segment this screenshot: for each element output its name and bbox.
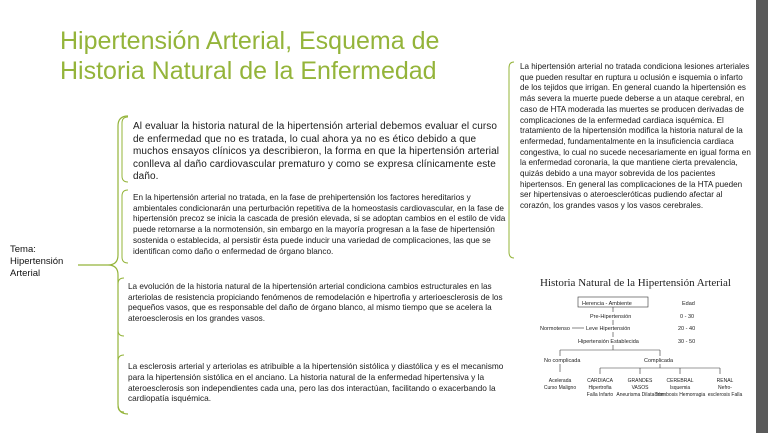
leve-age: 20 - 40 [678, 326, 696, 332]
est-age: 30 - 50 [678, 339, 696, 345]
outcome-3-b: Isquemia [669, 385, 691, 391]
outcome-0-a: Acelerada [548, 378, 572, 384]
herencia-label: Herencia - Ambiente [582, 301, 632, 307]
complicada-label: Complicada [644, 358, 674, 364]
outcome-1-b: Hipertrofia [588, 385, 612, 391]
pre-label: Pre-Hipertensión [590, 314, 632, 320]
outcome-2-c: Aneurisma Dilatación [616, 392, 664, 398]
outcome-3 [655, 378, 706, 398]
outcome-3-c: Trombosis Hemorragia [654, 392, 706, 398]
outcome-4-a: RENAL [716, 378, 734, 384]
brace-p2 [122, 190, 128, 263]
outcome-0-b: Curso Maligno [543, 385, 577, 391]
main-brace [78, 116, 128, 414]
paragraph-evolution: La evolución de la historia natural de la hipertensión arterial condiciona cambios estructurales en las arteriolas de resistencia propiciando fenómenos de remodelación e hipertrofia y arterioesclerosis de los pequeños vasos, que es responsable del daño de órgano blanco, al mismo tiempo que se acelera la ateroesclerosis en los grandes vasos. [128, 282, 503, 323]
brace-p3 [118, 278, 124, 336]
figure-title: Historia Natural de la Hipertensión Arterial [540, 277, 731, 289]
natural-history-flowchart [520, 270, 755, 418]
paragraph-sclerosis: La esclerosis arterial y arteriolas es atribuible a la hipertensión sistólica y diastólica y es el mecanismo para la hipertensión sistólica en el anciano. La historia natural de la enfermedad hipertensiva y la ateroesclerosis son independientes cada una, pero las dos interactúan, facilitando o exacerbando la cardiopatía isquémica. [128, 361, 504, 404]
outcome-1-c: Falla Infarto [586, 392, 614, 398]
slide-title: Hipertensión Arterial, Esquema de Historia Natural de la Enfermedad [60, 27, 440, 85]
paragraph-prehypertension: En la hipertensión arterial no tratada, en la fase de prehipertensión los factores hereditarios y ambientales condicionarán una perturbación repetitiva de la homeostasis cardiovascular, en la fase de hipertensión precoz se inicia la cascada de presión elevada, si se adoptan cambios en el estilo de vida puede retornarse a la normotensión, sin embargo en la mayoría progresan a la fase de hipertensión sostenida o establecida, al persistir ésta puede inducir una variedad de complicaciones, las que se identifican como daño o enfermedad de órgano blanco. [133, 193, 506, 256]
paragraph-complications: La hipertensión arterial no tratada condiciona lesiones arteriales que pueden resultar en ruptura u oclusión e isquemia o infarto de los tejidos que irrigan. En general cuando la hipertensión es más severa la muerte puede deberse a un ataque cerebral, en caso de HTA moderada las muertes se producen derivadas de complicaciones de la enfermedad cardiaca isquémica. El tratamiento de la hipertensión modifica la historia natural de la enfermedad, fundamentalmente en la insuficiencia cardiaca congestiva, lo cual no sucede necesariamente en igual forma en la enfermedad coronaria, la que mantiene cierta prevalencia, quizás debido a una mayor sobrevida de los pacientes hipertensos. En general las complicaciones de la HTA pueden ser hipertensivas o ateroescleróticas pudiendo afectar al corazón, los grandes vasos y los vasos cerebrales. [520, 62, 751, 211]
establecida-label: Hipertensión Establecida [578, 339, 639, 345]
topic-label: Tema: Hipertensión Arterial [10, 244, 64, 279]
outcome-1-a: CARDIACA [587, 378, 613, 384]
paragraph-intro: Al evaluar la historia natural de la hipertensión arterial debemos evaluar el curso de enfermedad que no es tratada, lo cual ahora ya no es ético debido a que muchos ensayos clínicos ya describieron, la forma en que la hipertensión arterial conlleva al daño cardiovascular prematuro y como se expresa clínicamente este daño. [133, 121, 500, 182]
outcome-1 [587, 378, 614, 398]
pre-age: 0 - 30 [680, 314, 695, 320]
outcome-4-c: esclerosis Falla [707, 392, 743, 398]
brace-p4 [118, 355, 124, 412]
outcome-2-b: VASOS [631, 385, 649, 391]
outcome-3-a: CEREBRAL [666, 378, 694, 384]
outcome-2-a: GRANDES [627, 378, 653, 384]
leve-label: Leve Hipertensión [586, 326, 631, 332]
outcome-4-b: Nefro- [718, 385, 732, 391]
brace-p1 [122, 117, 128, 182]
outcome-0 [544, 378, 576, 391]
natural-history-figure [520, 270, 755, 418]
outcome-4 [708, 378, 743, 398]
edad-label: Edad [682, 301, 695, 307]
no-complicada-label: No complicada [544, 358, 581, 364]
normotenso-label: Normotenso [540, 326, 570, 332]
